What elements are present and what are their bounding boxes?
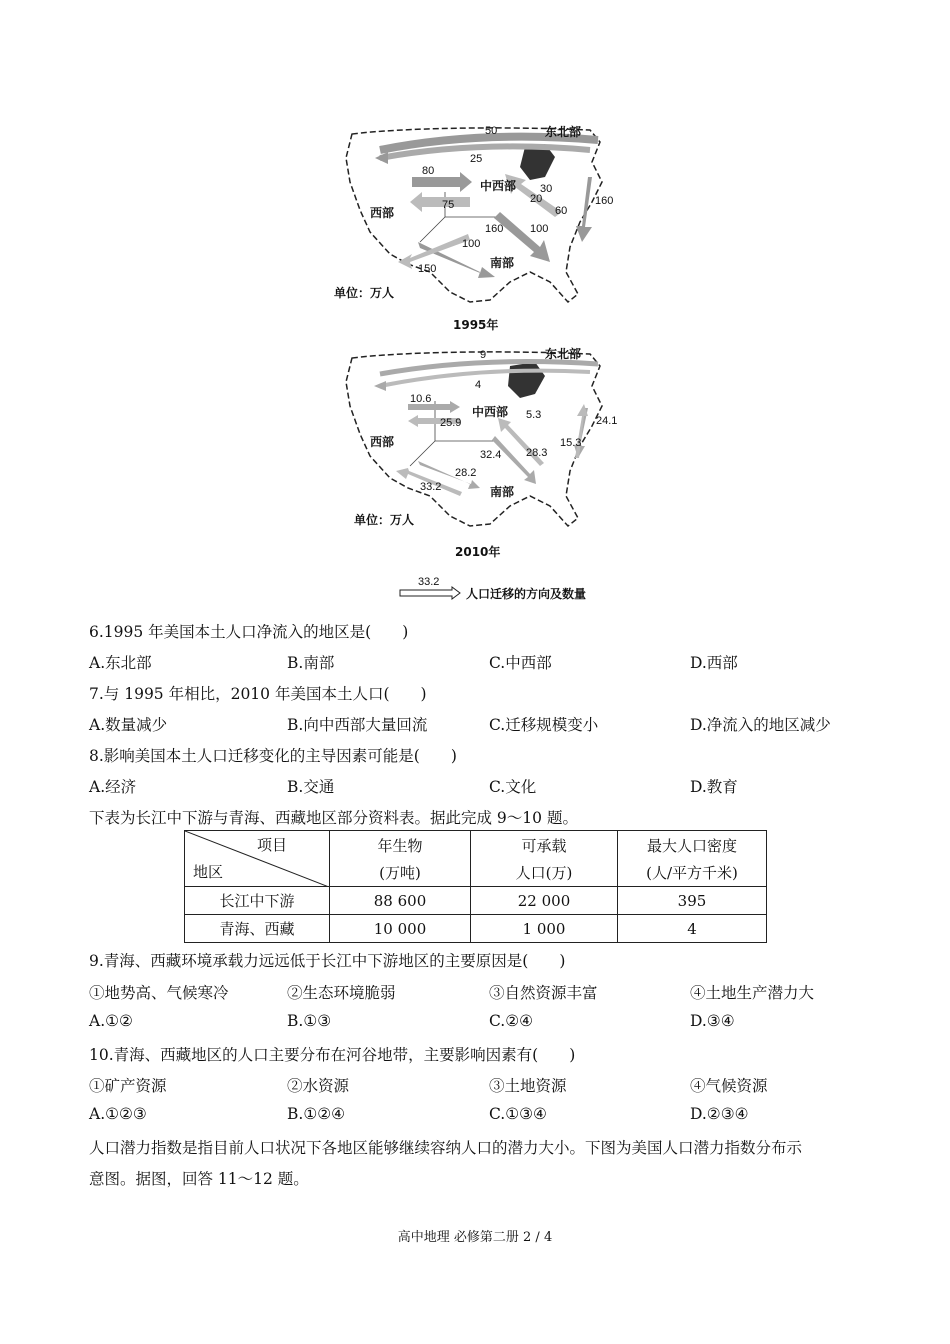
region-west: 西部 (370, 435, 395, 449)
q10-option-b: B.①②④ (287, 1105, 346, 1123)
flow-label: 28.3 (526, 447, 548, 459)
q9-item-1: ①地势高、气候寒冷 (89, 984, 229, 1002)
question-6-stem: 6.1995 年美国本土人口净流入的地区是( ) (89, 623, 409, 641)
table-cell: 4 (618, 915, 767, 943)
table-cell: 1 000 (471, 915, 618, 943)
flow-label: 24.1 (596, 415, 618, 427)
table-cell: 长江中下游 (185, 887, 330, 915)
region-south: 南部 (490, 485, 515, 499)
page-footer: 高中地理 必修第二册 2 / 4 (397, 1230, 553, 1245)
flow-label: 20 (530, 193, 543, 205)
table-header: 最大人口密度 (人/平方千米) (618, 831, 767, 887)
unit-label: 单位：万人 (334, 286, 395, 300)
q6-option-c: C.中西部 (489, 654, 552, 672)
table-cell: 青海、西藏 (185, 915, 330, 943)
question-8-stem: 8.影响美国本土人口迁移变化的主导因素可能是( ) (89, 747, 457, 765)
region-midwest: 中西部 (480, 179, 517, 193)
q10-item-2: ②水资源 (287, 1077, 350, 1095)
table-cell: 88 600 (330, 887, 471, 915)
table-row (185, 915, 767, 943)
q10-item-3: ③土地资源 (489, 1077, 567, 1095)
q10-option-a: A.①②③ (89, 1105, 147, 1123)
map-legend (398, 575, 618, 605)
q8-option-c: C.文化 (489, 778, 537, 796)
region-midwest: 中西部 (472, 405, 509, 419)
q9-item-4: ④土地生产潜力大 (690, 984, 815, 1002)
table-header: 可承载 人口(万) (471, 831, 618, 887)
table-cell: 395 (618, 887, 767, 915)
legend-value: 33.2 (418, 576, 440, 588)
flow-label: 15.3 (560, 437, 582, 449)
flow-label: 32.4 (480, 449, 502, 461)
flow-label: 100 (462, 238, 481, 250)
table-intro: 下表为长江中下游与青海、西藏地区部分资料表。据此完成 9～10 题。 (89, 809, 578, 827)
q9-item-2: ②生态环境脆弱 (287, 984, 396, 1002)
legend-text: 人口迁移的方向及数量 (466, 587, 587, 601)
q7-option-c: C.迁移规模变小 (489, 716, 599, 734)
q6-option-b: B.南部 (287, 654, 335, 672)
flow-label: 5.3 (526, 409, 542, 421)
next-intro-line-2: 意图。据图，回答 11～12 题。 (89, 1170, 309, 1188)
q6-option-d: D.西部 (690, 654, 738, 672)
q10-item-4: ④气候资源 (690, 1077, 768, 1095)
flow-label: 50 (485, 125, 498, 137)
q8-option-b: B.交通 (287, 778, 335, 796)
flow-label: 160 (485, 223, 504, 235)
q8-option-a: A.经济 (89, 778, 137, 796)
resource-table (184, 830, 767, 943)
flow-label: 10.6 (410, 393, 432, 405)
flow-label: 25 (470, 153, 483, 165)
question-9-stem: 9.青海、西藏环境承载力远远低于长江中下游地区的主要原因是( ) (89, 952, 566, 970)
q9-option-a: A.①② (89, 1012, 133, 1030)
region-northeast: 东北部 (545, 125, 582, 139)
year-label: 1995年 (453, 318, 499, 332)
flow-label: 100 (530, 223, 549, 235)
table-header: 年生物 (万吨) (330, 831, 471, 887)
q9-option-c: C.②④ (489, 1012, 534, 1030)
flow-label: 9 (480, 349, 487, 361)
q8-option-d: D.教育 (690, 778, 738, 796)
q7-option-d: D.净流入的地区减少 (690, 716, 831, 734)
flow-label: 80 (422, 165, 435, 177)
question-10-stem: 10.青海、西藏地区的人口主要分布在河谷地带，主要影响因素有( ) (89, 1046, 576, 1064)
flow-label: 4 (475, 379, 482, 391)
region-south: 南部 (490, 256, 515, 270)
unit-label: 单位：万人 (354, 513, 415, 527)
q9-option-d: D.③④ (690, 1012, 735, 1030)
flow-label: 30 (540, 183, 553, 195)
q10-item-1: ①矿产资源 (89, 1077, 167, 1095)
corner-top: 项目 (256, 836, 287, 854)
q10-option-d: D.②③④ (690, 1105, 749, 1123)
flow-label: 75 (442, 199, 455, 211)
q7-option-b: B.向中西部大量回流 (287, 716, 428, 734)
flow-label: 150 (418, 263, 437, 275)
flow-label: 25.9 (440, 417, 462, 429)
corner-bottom: 地区 (193, 863, 224, 881)
table-cell: 22 000 (471, 887, 618, 915)
migration-map-2010 (330, 346, 630, 561)
flow-label: 160 (595, 195, 614, 207)
flow-label: 28.2 (455, 467, 477, 479)
next-intro-line-1: 人口潜力指数是指目前人口状况下各地区能够继续容纳人口的潜力大小。下图为美国人口潜力指数分布示 (89, 1139, 803, 1157)
flow-label: 33.2 (420, 481, 442, 493)
question-7-stem: 7.与 1995 年相比，2010 年美国本土人口( ) (89, 685, 427, 703)
region-west: 西部 (370, 206, 395, 220)
q7-option-a: A.数量减少 (89, 716, 168, 734)
q10-option-c: C.①③④ (489, 1105, 547, 1123)
q6-option-a: A.东北部 (89, 654, 152, 672)
migration-map-1995 (330, 122, 630, 337)
q9-item-3: ③自然资源丰富 (489, 984, 598, 1002)
table-corner (185, 831, 330, 887)
year-label: 2010年 (455, 545, 501, 559)
table-cell: 10 000 (330, 915, 471, 943)
flow-label: 60 (555, 205, 568, 217)
q9-option-b: B.①③ (287, 1012, 332, 1030)
table-row (185, 887, 767, 915)
region-northeast: 东北部 (545, 347, 582, 361)
